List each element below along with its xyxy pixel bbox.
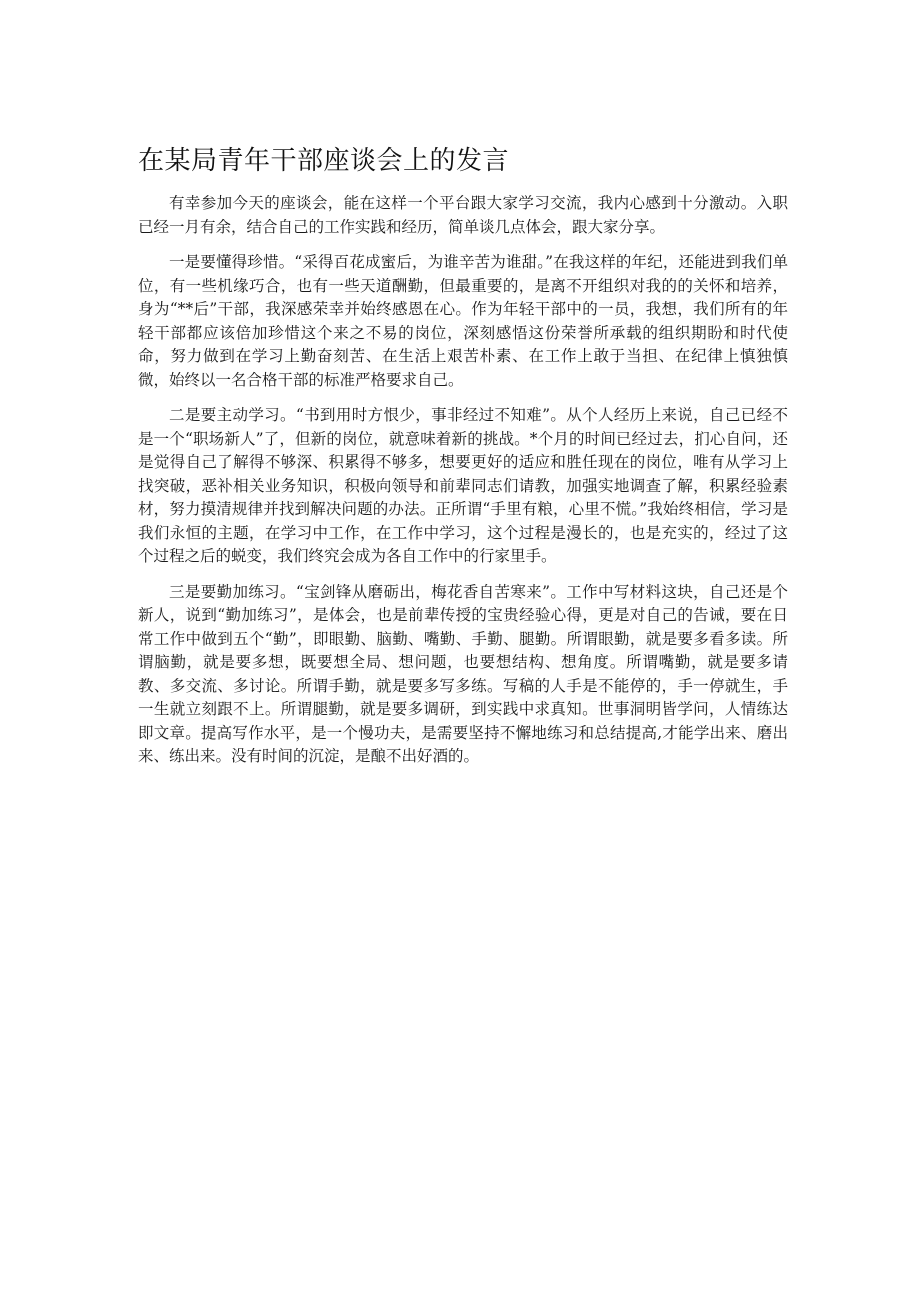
- paragraph-cherish: 一是要懂得珍惜。“采得百花成蜜后，为谁辛苦为谁甜。”在我这样的年纪，还能进到我们单位，有一些机缘巧合，也有一些天道酬勤，但最重要的，是离不开组织对我的的关怀和培养，身为“**后”干部，我深感荣幸并始终感恩在心。作为年轻干部中的一员，我想，我们所有的年轻干部都应该倍加珍惜这个来之不易的岗位，深刻感悟这份荣誉所承载的组织期盼和时代使命，努力做到在学习上勤奋刻苦、在生活上艰苦朴素、在工作上敢于当担、在纪律上慎独慎微，始终以一名合格干部的标准严格要求自己。: [138, 253, 788, 389]
- paragraph-intro: 有幸参加今天的座谈会，能在这样一个平台跟大家学习交流，我内心感到十分激动。入职已经一月有余，结合自己的工作实践和经历，简单谈几点体会，跟大家分享。: [138, 194, 788, 236]
- document-body: [138, 142, 788, 781]
- paragraph-practice: 三是要勤加练习。“宝剑锋从磨砺出，梅花香自苦寒来”。工作中写材料这块，自己还是个新人，说到“勤加练习”，是体会，也是前辈传授的宝贵经验心得，更是对自己的告诫，要在日常工作中做到五个“勤”，即眼勤、脑勤、嘴勤、手勤、腿勤。所谓眼勤，就是要多看多读。所谓脑勤，就是要多想，既要想全局、想问题，也要想结构、想角度。所谓嘴勤，就是要多请教、多交流、多讨论。所谓手勤，就是要多写多练。写稿的人手是不能停的，手一停就生，手一生就立刻跟不上。所谓腿勤，就是要多调研，到实践中求真知。世事洞明皆学问，人情练达即文章。提高写作水平，是一个慢功夫，是需要坚持不懈地练习和总结提高,才能学出来、磨出来、练出来。没有时间的沉淀，是酿不出好酒的。: [138, 582, 788, 765]
- paragraph-learn: 二是要主动学习。“书到用时方恨少，事非经过不知难”。从个人经历上来说，自己已经不是一个“职场新人”了，但新的岗位，就意味着新的挑战。*个月的时间已经过去，扪心自问，还是觉得自己了解得不够深、积累得不够多，想要更好的适应和胜任现在的岗位，唯有从学习上找突破，恶补相关业务知识，积极向领导和前辈同志们请教，加强实地调查了解，积累经验素材，努力摸清规律并找到解决问题的办法。正所谓“手里有粮，心里不慌。”我始终相信，学习是我们永恒的主题，在学习中工作，在工作中学习，这个过程是漫长的，也是充实的，经过了这个过程之后的蜕变，我们终究会成为各自工作中的行家里手。: [138, 406, 788, 565]
- document-title: 在某局青年干部座谈会上的发言: [138, 146, 510, 176]
